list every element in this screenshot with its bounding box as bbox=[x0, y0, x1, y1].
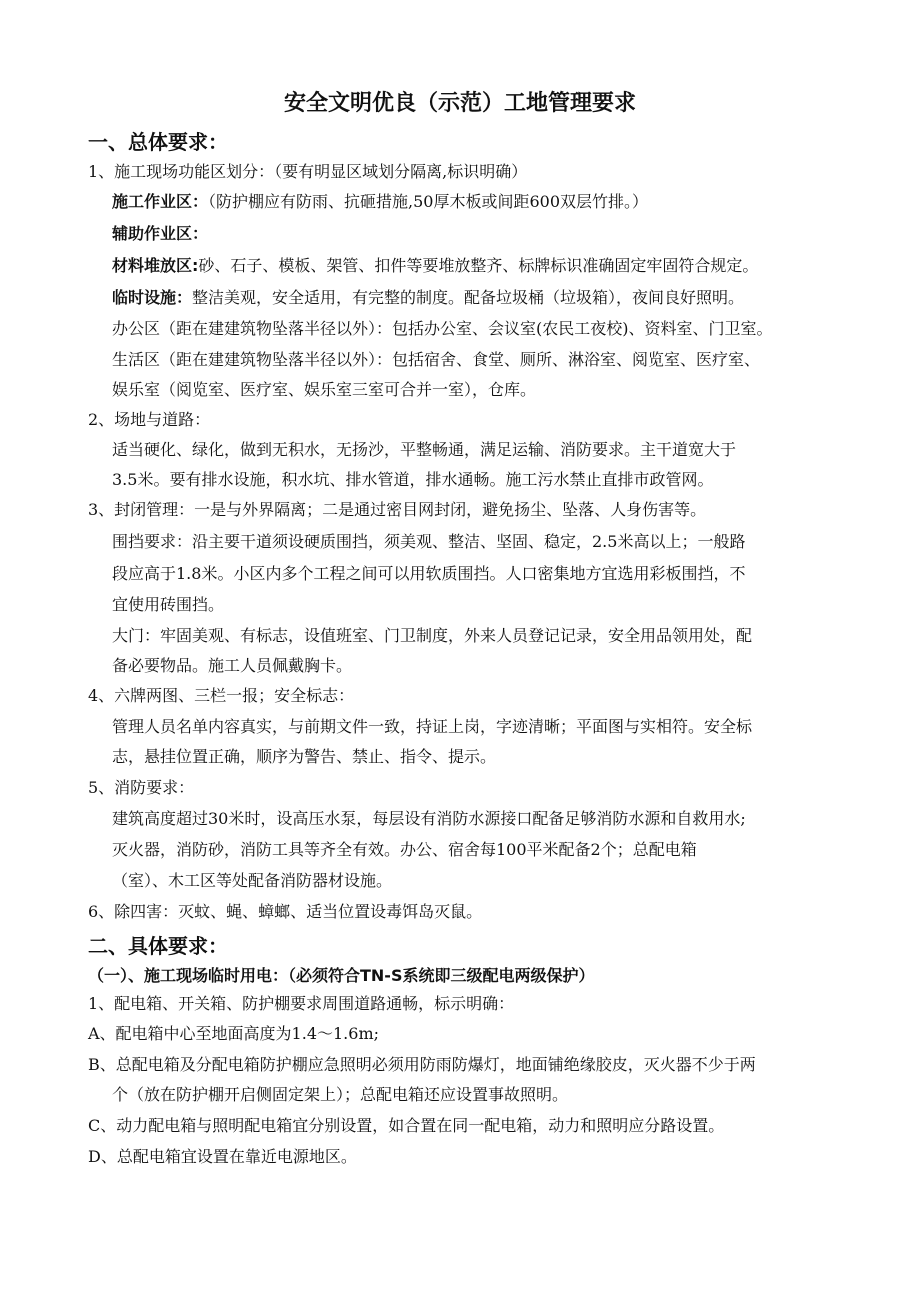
section2-heading: 二、具体要求： bbox=[88, 934, 228, 958]
item5-line3: （室）、木工区等处配备消防器材设施。 bbox=[112, 871, 393, 890]
item1-heading: 1、施工现场功能区划分：（要有明显区域划分隔离,标识明确） bbox=[88, 162, 528, 181]
item5-line1: 建筑高度超过30米时，设高压水泵，每层设有消防水源接口配备足够消防水源和自救用水; bbox=[112, 809, 746, 828]
item3-line1: 围挡要求：沿主要干道须设硬质围挡，须美观、整洁、坚固、稳定，2.5米高以上；一般路 bbox=[112, 532, 746, 551]
document-title: 安全文明优良（示范）工地管理要求 bbox=[283, 91, 636, 116]
item5-line2: 灭火器，消防砂，消防工具等齐全有效。办公、宿舍每100平米配备2个；总配电箱 bbox=[112, 840, 697, 859]
item3-line2: 段应高于1.8米。小区内多个工程之间可以用软质围挡。人口密集地方宜选用彩板围挡，不 bbox=[112, 564, 746, 583]
aux-zone-label: 辅助作业区： bbox=[112, 224, 209, 243]
item1-line4 bbox=[112, 288, 744, 308]
item3-heading: 3、封闭管理：一是与外界隔离；二是通过密目网封闭，避免扬尘、坠落、人身伤害等。 bbox=[88, 500, 707, 519]
material-zone-text: 砂、石子、模板、架管、扣件等要堆放整齐、标牌标识准确固定牢固符合规定。 bbox=[198, 256, 759, 275]
item5-heading: 5、消防要求： bbox=[88, 778, 195, 797]
s2-item-c: C、动力配电箱与照明配电箱宜分别设置，如合置在同一配电箱，动力和照明应分路设置。 bbox=[88, 1116, 725, 1135]
work-zone-text: （防护棚应有防雨、抗砸措施,50厚木板或间距600双层竹排。） bbox=[208, 192, 649, 211]
item4-line2: 志，悬挂位置正确，顺序为警告、禁止、指令、提示。 bbox=[112, 747, 497, 766]
s2-item-d: D、总配电箱宜设置在靠近电源地区。 bbox=[88, 1147, 357, 1166]
temp-facility-label: 临时设施： bbox=[112, 288, 193, 307]
item1-line2 bbox=[112, 224, 208, 244]
material-zone-label: 材料堆放区: bbox=[112, 256, 199, 275]
item1-line1 bbox=[112, 192, 648, 212]
s2-item-a: A、配电箱中心至地面高度为1.4～1.6m; bbox=[88, 1024, 380, 1043]
item6-heading: 6、除四害：灭蚊、蝇、蟑螂、适当位置设毒饵岛灭鼠。 bbox=[88, 902, 483, 921]
item4-line1: 管理人员名单内容真实，与前期文件一致，持证上岗，字迹清晰；平面图与实相符。安全标 bbox=[112, 717, 753, 736]
s2-item-b-line2: 个（放在防护棚开启侧固定架上）；总配电箱还应设置事故照明。 bbox=[112, 1085, 569, 1104]
item1-line6: 生活区（距在建建筑物坠落半径以外）：包括宿舍、食堂、厕所、淋浴室、阅览室、医疗室、 bbox=[112, 350, 761, 369]
s2-item-b-line1: B、总配电箱及分配电箱防护棚应急照明必须用防雨防爆灯，地面铺绝缘胶皮，灭火器不少于两 bbox=[88, 1055, 756, 1074]
item2-line2: 3.5米。要有排水设施，积水坑、排水管道，排水通畅。施工污水禁止直排市政管网。 bbox=[112, 470, 714, 489]
section2-sub1: （一）、施工现场临时用电：（必须符合TN-S系统即三级配电两级保护） bbox=[88, 966, 595, 985]
s2-item1: 1、配电箱、开关箱、防护棚要求周围道路通畅，标示明确： bbox=[88, 994, 515, 1013]
item3-line3: 宜使用砖围挡。 bbox=[112, 595, 225, 614]
item3-line5: 备必要物品。施工人员佩戴胸卡。 bbox=[112, 656, 353, 675]
item1-line3 bbox=[112, 256, 758, 276]
item4-heading: 4、六牌两图、三栏一报；安全标志： bbox=[88, 686, 355, 705]
item2-heading: 2、场地与道路： bbox=[88, 410, 211, 429]
item3-line4: 大门：牢固美观、有标志，设值班室、门卫制度，外来人员登记记录，安全用品领用处，配 bbox=[112, 626, 753, 645]
item1-line7: 娱乐室（阅览室、医疗室、娱乐室三室可合并一室），仓库。 bbox=[112, 380, 537, 399]
work-zone-label: 施工作业区： bbox=[112, 192, 209, 211]
item2-line1: 适当硬化、绿化，做到无积水，无扬沙，平整畅通，满足运输、消防要求。主干道宽大于 bbox=[112, 440, 737, 459]
section1-heading: 一、总体要求： bbox=[88, 130, 228, 154]
item1-line5: 办公区（距在建建筑物坠落半径以外）：包括办公室、会议室(农民工夜校)、资料室、门卫室。 bbox=[112, 319, 773, 338]
temp-facility-text: 整洁美观，安全适用，有完整的制度。配备垃圾桶（垃圾箱），夜间良好照明。 bbox=[192, 288, 745, 307]
